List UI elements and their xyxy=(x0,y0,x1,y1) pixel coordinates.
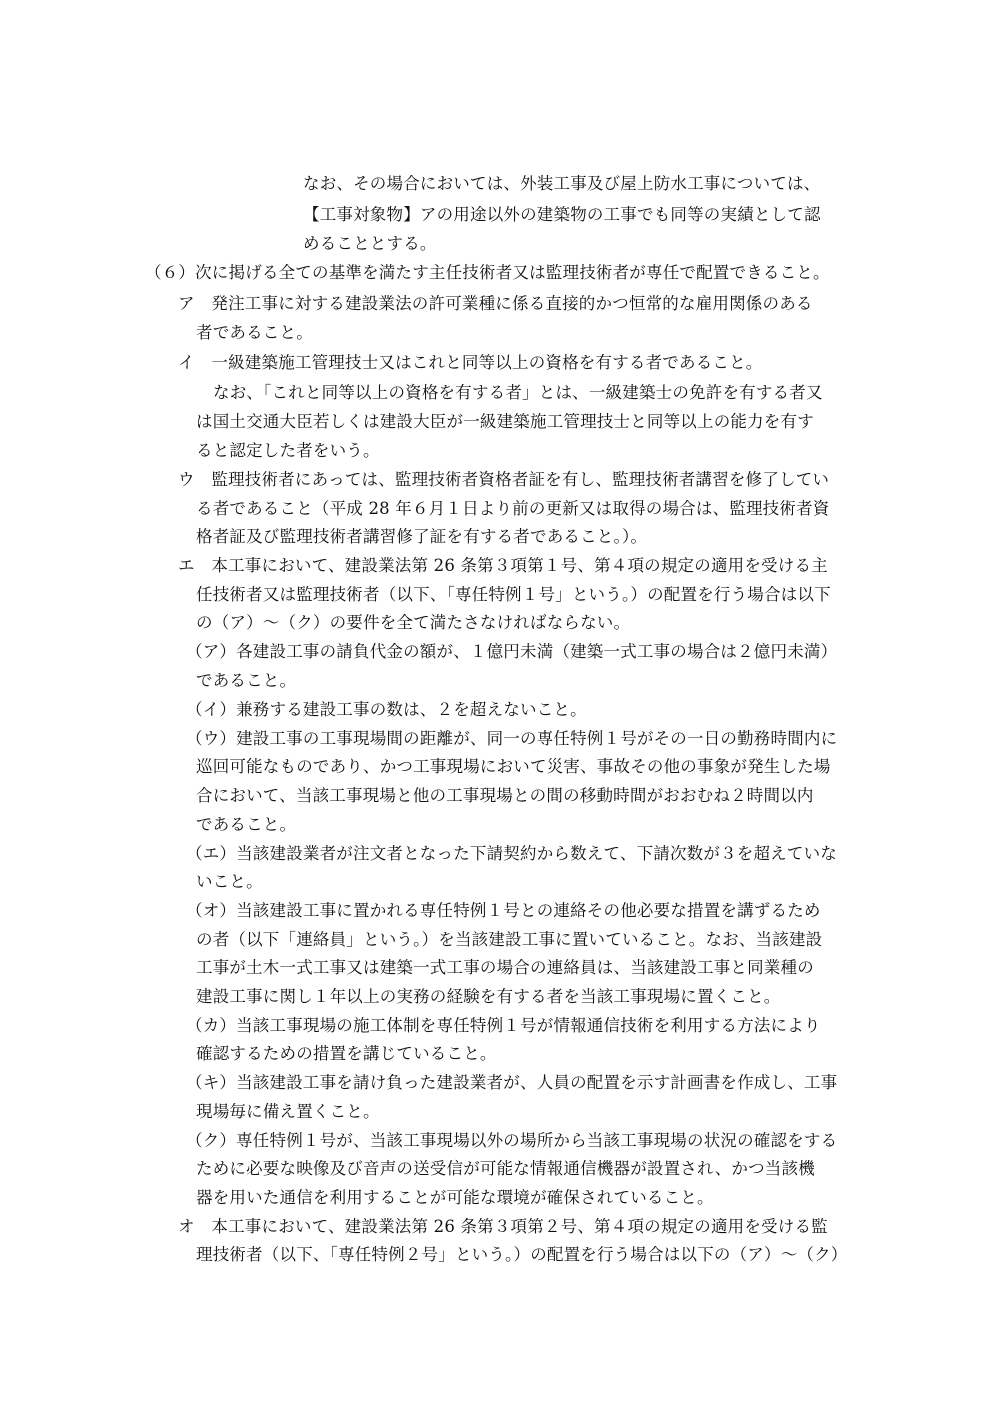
item6-e-line-3: の（ア）～（ク）の要件を全て満たさなければならない。 xyxy=(196,613,631,632)
e-sub-ki-line-2: 現場毎に備え置くこと。 xyxy=(196,1102,380,1121)
item6-a-line-2: 者であること。 xyxy=(196,323,313,342)
e-sub-o-line-2: の者（以下「連絡員」という。）を当該建設工事に置いていること。なお、当該建設 xyxy=(196,930,823,949)
e-sub-ka-line-2: 確認するための措置を講じていること。 xyxy=(196,1044,497,1063)
note-line-2: 【工事対象物】アの用途以外の建築物の工事でも同等の実績として認 xyxy=(303,205,821,224)
e-sub-ku-line-1: （ク）専任特例１号が、当該工事現場以外の場所から当該工事現場の状況の確認をする xyxy=(186,1131,838,1150)
e-sub-o-line-1: （オ）当該建設工事に置かれる専任特例１号との連絡その他必要な措置を講ずるため xyxy=(186,901,821,920)
item6-o-line-2: 理技術者（以下、「専任特例２号」という。）の配置を行う場合は以下の（ア）～（ク） xyxy=(196,1245,848,1264)
e-sub-a-line-1: （ア）各建設工事の請負代金の額が、１億円未満（建築一式工事の場合は２億円未満） xyxy=(186,642,838,661)
item6-i-note-2: は国土交通大臣若しくは建設大臣が一級建築施工管理技士と同等以上の能力を有す xyxy=(196,412,814,431)
e-sub-u-line-2: 巡回可能なものであり、かつ工事現場において災害、事故その他の事象が発生した場 xyxy=(196,757,831,776)
item6-i-note-1: なお、「これと同等以上の資格を有する者」とは、一級建築士の免許を有する者又 xyxy=(213,383,823,402)
e-sub-ka-line-1: （カ）当該工事現場の施工体制を専任特例１号が情報通信技術を利用する方法により xyxy=(186,1016,821,1035)
item6-e-line-2: 任技術者又は監理技術者（以下、「専任特例１号」という。）の配置を行う場合は以下 xyxy=(196,585,831,604)
e-sub-u-line-3: 合において、当該工事現場と他の工事現場との間の移動時間がおおむね２時間以内 xyxy=(196,786,814,805)
e-sub-u-line-1: （ウ）建設工事の工事現場間の距離が、同一の専任特例１号がその一日の勤務時間内に xyxy=(186,729,838,748)
e-sub-ku-line-2: ために必要な映像及び音声の送受信が可能な情報通信機器が設置され、かつ当該機 xyxy=(196,1159,815,1178)
e-sub-e-line-1: （エ）当該建設業者が注文者となった下請契約から数えて、下請次数が３を超えていな xyxy=(186,844,837,863)
note-line-1: なお、その場合においては、外装工事及び屋上防水工事については、 xyxy=(303,174,821,193)
item6-i-line-1: イ 一級建築施工管理技士又はこれと同等以上の資格を有する者であること。 xyxy=(178,353,763,372)
e-sub-ki-line-1: （キ）当該建設工事を請け負った建設業者が、人員の配置を示す計画書を作成し、工事 xyxy=(186,1073,838,1092)
item6-u-line-2: る者であること（平成 28 年６月１日より前の更新又は取得の場合は、監理技術者資 xyxy=(196,499,830,518)
e-sub-o-line-4: 建設工事に関し１年以上の実務の経験を有する者を当該工事現場に置くこと。 xyxy=(196,987,781,1006)
note-line-3: めることとする。 xyxy=(303,234,437,253)
item6-u-line-1: ウ 監理技術者にあっては、監理技術者資格者証を有し、監理技術者講習を修了してい xyxy=(178,470,830,489)
e-sub-a-line-2: であること。 xyxy=(196,671,297,690)
e-sub-ku-line-3: 器を用いた通信を利用することが可能な環境が確保されていること。 xyxy=(196,1188,714,1207)
e-sub-o-line-3: 工事が土木一式工事又は建築一式工事の場合の連絡員は、当該建設工事と同業種の xyxy=(196,958,814,977)
item6-o-line-1: オ 本工事において、建設業法第 26 条第３項第２号、第４項の規定の適用を受ける監 xyxy=(178,1217,828,1236)
item6-u-line-3: 格者証及び監理技術者講習修了証を有する者であること。）。 xyxy=(196,527,648,546)
e-sub-e-line-2: いこと。 xyxy=(196,872,263,891)
item6-e-line-1: エ 本工事において、建設業法第 26 条第３項第１号、第４項の規定の適用を受ける主 xyxy=(178,556,828,575)
item6-heading: （６）次に掲げる全ての基準を満たす主任技術者又は監理技術者が専任で配置できること。 xyxy=(145,263,830,282)
e-sub-i-line-1: （イ）兼務する建設工事の数は、２を超えないこと。 xyxy=(186,700,587,719)
e-sub-u-line-4: であること。 xyxy=(196,815,297,834)
item6-i-note-3: ると認定した者をいう。 xyxy=(196,441,380,460)
item6-a-line-1: ア 発注工事に対する建設業法の許可業種に係る直接的かつ恒常的な雇用関係のある xyxy=(178,294,813,313)
